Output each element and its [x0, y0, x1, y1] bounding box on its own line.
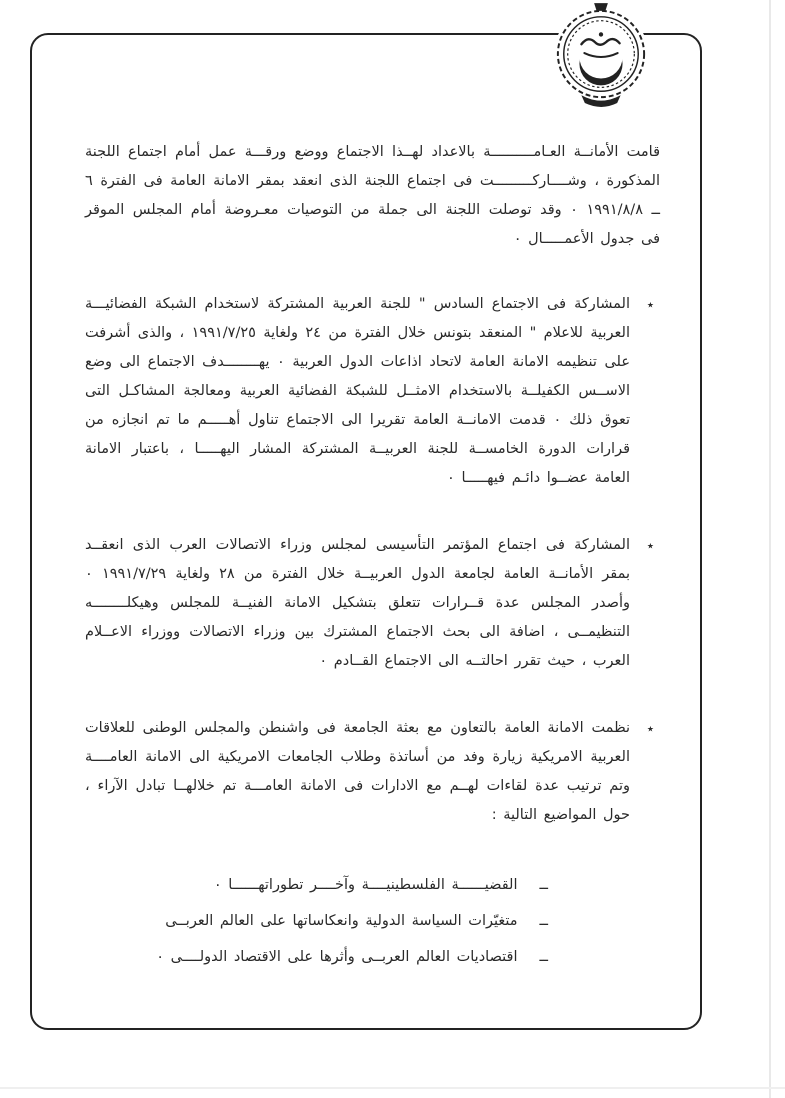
- topics-list: [85, 868, 660, 974]
- bullet-text-1: المشاركة فى الاجتماع السادس " للجنة العربية المشتركة لاستخدام الشبكة الفضائيـــة العربية للاعلام " المنعقد بتونس خلال الفترة من ٢٤ ولغاية ١٩٩١/٧/٢٥ ، والذى أشرفت على تنظيمه الامانة العامة لاتحاد اذاعات الدول العربية ٠ يهــــــــدف الاجتماع الى وضع الاســس الكفيلــة بالاستخدام الامثــل للشبكة الفضائية العربية ومعالجة المشاكـل التى تعوق ذلك ٠ قدمت الامانــة العامة تقريرا الى الاجتماع تناول أهـــــم ما تم انجازه من قرارات الدورة الخامســة للجنة العربيــة المشتركة المشار اليهـــــا ، باعتبار الامانة العامة عضــوا دائـم فيهـــــا ٠: [85, 296, 630, 486]
- topic-item-2: [85, 904, 660, 938]
- topic-text-3: اقتصاديات العالم العربــى وأثرها على الاقتصاد الدولــــى ٠: [156, 949, 518, 965]
- bullet-item-2: [85, 531, 654, 676]
- topic-text-2: متغيّرات السياسة الدولية وانعكاساتها على العالم العربــى: [165, 913, 518, 929]
- arab-league-emblem-icon: [552, 0, 650, 112]
- dash-marker: ــ: [539, 877, 548, 893]
- scan-edge-right: [769, 0, 771, 1098]
- bullet-item-3: [85, 714, 654, 830]
- dash-marker: ــ: [539, 949, 548, 965]
- arab-league-emblem-graphic: [552, 0, 650, 112]
- dash-marker: ــ: [539, 913, 548, 929]
- topic-item-3: [85, 940, 660, 974]
- scan-edge-bottom: [0, 1087, 785, 1089]
- bullet-text-2: المشاركة فى اجتماع المؤتمر التأسيسى لمجلس وزراء الاتصالات العرب الذى انعقــد بمقر الأمانــة العامة لجامعة الدول العربيــة خلال الفترة من ٢٨ ولغاية ١٩٩١/٧/٢٩ ٠ وأصدر المجلس عدة قــرارات تتعلق بتشكيل الامانة الفنيــة للمجلس وهيكلــــــــه التنظيمــى ، اضافة الى بحث الاجتماع المشترك بين وزراء الاتصالات ووزراء الاعــلام العرب ، حيث تقرر احالتــه الى الاجتماع القــادم ٠: [85, 537, 630, 669]
- intro-paragraph: قامت الأمانــة العـامــــــــــة بالاعداد لهــذا الاجتماع ووضع ورقـــة عمل أمام اجتماع اللجنة المذكورة ، وشــــاركـــــــــت فى اجتماع اللجنة الذى انعقد بمقر الامانة العامة فى الفترة ٦ ــ ١٩٩١/٨/٨ ٠ وقد توصلت اللجنة الى جملة من التوصيات معـروضة أمام المجلس الموقر فى جدول الأعمـــــال ٠: [85, 144, 660, 247]
- bullet-marker: ٭: [646, 722, 654, 737]
- topic-item-1: [85, 868, 660, 902]
- bullet-item-1: [85, 290, 654, 493]
- topic-text-1: القضيــــــة الفلسطينيــــة وآخــــر تطوراتهــــــا ٠: [213, 877, 518, 893]
- bullet-marker: ٭: [646, 539, 654, 554]
- document-body: [85, 138, 660, 976]
- bullet-text-3: نظمت الامانة العامة بالتعاون مع بعثة الجامعة فى واشنطن والمجلس الوطنى للعلاقات العربية الامريكية زيارة وفد من أساتذة وطلاب الجامعات الامريكية الى الامانة العامــــة وتم ترتيب عدة لقاءات لهــم مع الادارات فى الامانة العامـــة تم خلالهــا تبادل الآراء ، حول المواضيع التالية :: [85, 720, 630, 823]
- bullet-marker: ٭: [646, 298, 654, 313]
